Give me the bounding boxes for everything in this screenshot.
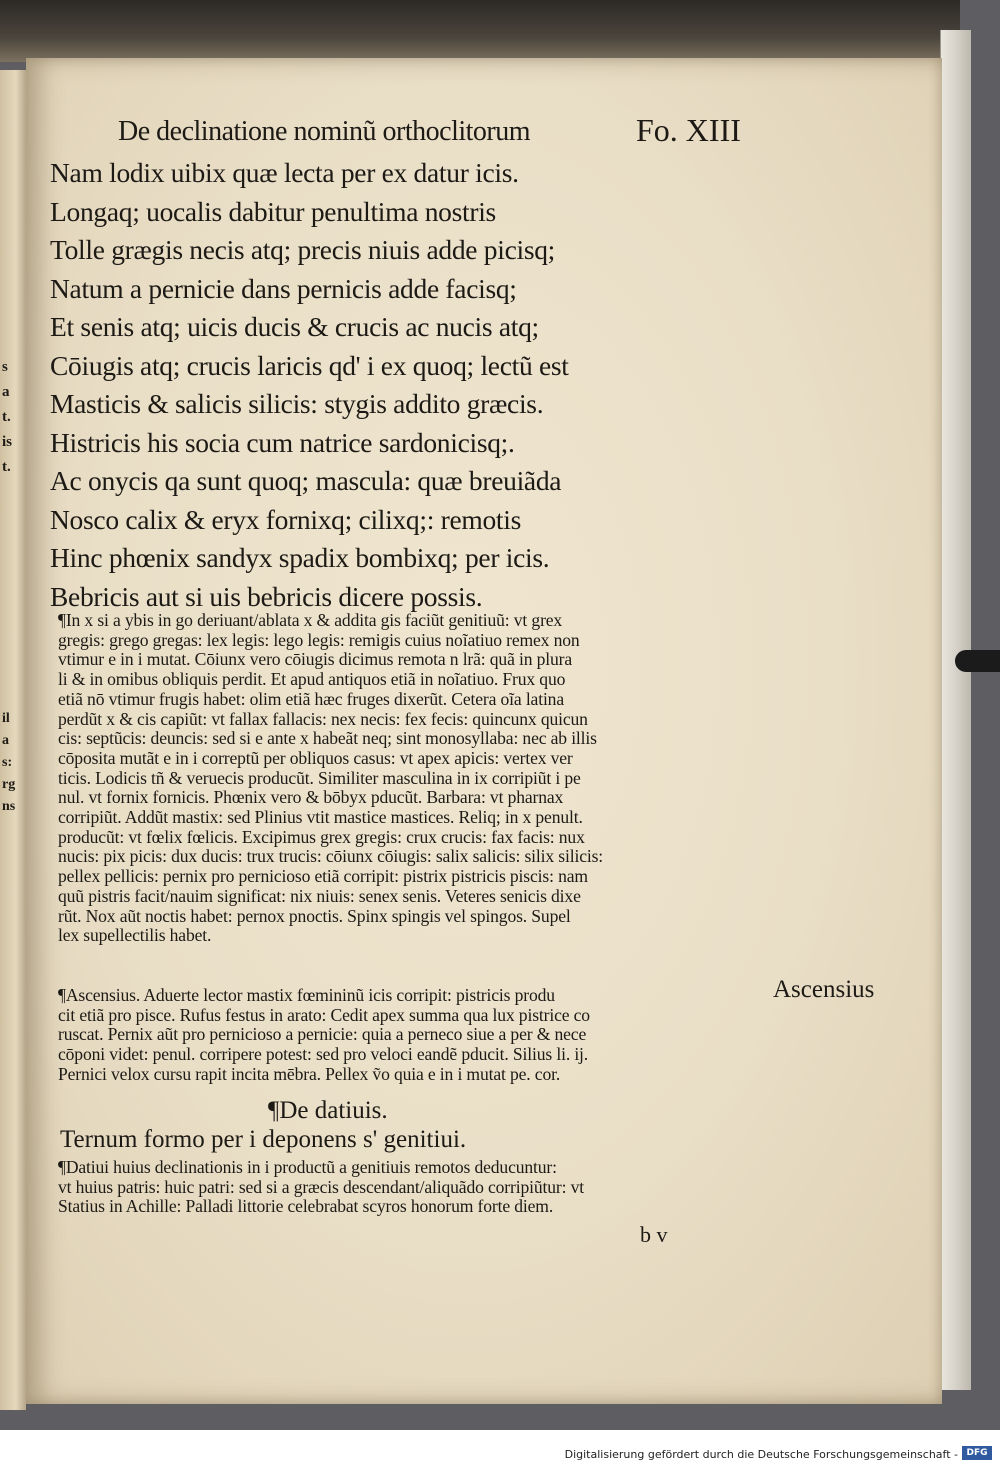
signature-mark: b v [640,1222,668,1247]
funding-credit: Digitalisierung gefördert durch die Deutsche Forschungsgemeinschaft - [564,1448,958,1461]
section-heading: ¶De datiuis. [268,1097,388,1124]
verse-line: Tolle grægis necis atq; precis niuis adde picisq; [50,234,556,265]
commentary-block [58,611,768,946]
commentary-line: producũt: vt fœlix fœlicis. Excipimus grex gregis: crux crucis: fax facis: nux [58,826,585,847]
commentary-line: cōponi videt: penul. corripere potest: sed pro veloci eandẽ pducit. Silius li. ij. [58,1044,589,1065]
commentary-line: ¶Datiui huius declinationis in i productũ a genitiuis remotos deducuntur: [58,1157,557,1177]
commentary-line: quũ pistris facit/nauim significat: nix niuis: senex senis. Veteres senicis dixe [58,885,581,906]
verse-line: Masticis & salicis silicis: stygis addito græcis. [50,388,544,419]
verse-line: Bebricis aut si uis bebricis dicere possis. [50,580,483,612]
verse-line: Nosco calix & eryx fornixq; cilixq;: remotis [50,503,522,535]
verse-line: Et senis atq; uicis ducis & crucis ac nucis atq; [50,311,539,342]
verse-line: Cōiugis atq; crucis laricis qd' i ex quoq; lectũ est [50,349,569,381]
commentary-line: cōposita mutãt e in i correptũ per obliquos casus: vt apex apicis: vertex ver [58,747,573,768]
verse-line: Ac onycis qa sunt quoq; mascula: quæ breuiãda [50,465,562,496]
commentary-line: ¶Ascensius. Aduerte lector mastix fœmininũ icis corripit: pistricis produ [58,985,555,1005]
commentary-line: vtimur e in i mutat. Cōiunx vero cōiugis dicimus remota n lrã: quã in plura [58,649,573,670]
commentary-line: cis: septũcis: deuncis: sed si e ante x habeãt neq; sint monosyllaba: nec ab illis [58,728,597,749]
left-page-strip [0,70,26,1410]
commentary-line: Pernici velox cursu rapit incita mēbra. Pellex ṽo quia e in i mutat pe. cor. [58,1063,561,1084]
commentary-line: nucis: pix picis: dux ducis: trux trucis: cōiunx cōiugis: salix salicis: silix silicis: [58,846,604,867]
commentary-line: perdũt x & cis capiũt: vt fallax fallacis: nex necis: fex fecis: quincunx quicun [58,708,588,729]
commentary-line: gregis: grego gregas: lex legis: lego legis: remigis cuius noĩatiuo remex non [58,629,580,650]
folio-number: Fo. XIII [636,112,741,148]
dfg-logo: DFG [962,1446,992,1460]
commentary-line: ticis. Lodicis tñ & veruecis producũt. Similiter masculina in ix corripiũt i pe [58,767,581,788]
running-head: De declinatione nominũ orthoclitorum [118,116,531,147]
verse-line: Nam lodix uibix quæ lecta per ex datur icis. [50,157,519,188]
commentary-line: nul. vt fornix fornicis. Phœnix vero & bōbyx pducũt. Barbara: vt pharnax [58,787,564,808]
commentary-line: vt huius patris: huic patri: sed si a græcis descendant/aliquãdo corripiũtur: vt [58,1176,584,1197]
ascensius-commentary [58,986,758,1085]
commentary-line: pellex pellicis: pernix pro pernicioso etiã corripit: pistrix pistricis piscis: nam [58,866,588,887]
book-top-edge [0,0,960,62]
verse-line: Ternum formo per i deponens s' genitiui. [60,1126,467,1153]
commentary-line: corripiũt. Addũt mastix: sed Plinius vtit mastice mastices. Reliq; in x penult. [58,807,583,828]
left-page-fragment-upper: s a t. is t. [2,359,13,475]
book-fore-edge [940,30,971,1390]
commentary-line: ¶In x si a ybis in go deriuant/ablata x & addita gis faciũt genitiuũ: vt grex [58,610,563,630]
verse-block [50,154,690,616]
commentary-line: ruscat. Pernix aũt pro pernicioso a pernicie: quia a perneco siue a per & nece [58,1024,587,1045]
commentary-line: etiã nō vtimur frugis habet: olim etiã hæc fruges dixerũt. Cetera oĩa latina [58,688,564,709]
commentary-block [58,1158,768,1217]
verse-line: Longaq; uocalis dabitur penultima nostris [50,195,496,227]
commentary-line: cit etiã pro pisce. Rufus festus in arato: Cedit apex summa qua lux pistrice co [58,1004,590,1025]
bookmark-clip [955,650,1000,672]
commentary-line: li & in omibus obliquis perdit. Et apud antiquos etiã in noĩatiuo. Frux quo [58,669,566,690]
verse-line: Histricis his socia cum natrice sardonicisq;. [50,426,515,458]
commentary-line: lex supellectilis habet. [58,925,212,946]
commentary-line: rũt. Nox aũt noctis habet: pernox pnoctis. Spinx spingis vel spingos. Supel [58,905,571,926]
marginal-note: Ascensius [773,976,875,1003]
left-page-fragment-lower: il a s: rg ns [2,711,16,814]
commentary-line: Statius in Achille: Palladi littorie celebrabat scyros honorum forte diem. [58,1196,554,1217]
verse-line: Hinc phœnix sandyx spadix bombixq; per icis. [50,542,550,573]
verse-line: Natum a pernicie dans pernicis adde facisq; [50,272,517,304]
